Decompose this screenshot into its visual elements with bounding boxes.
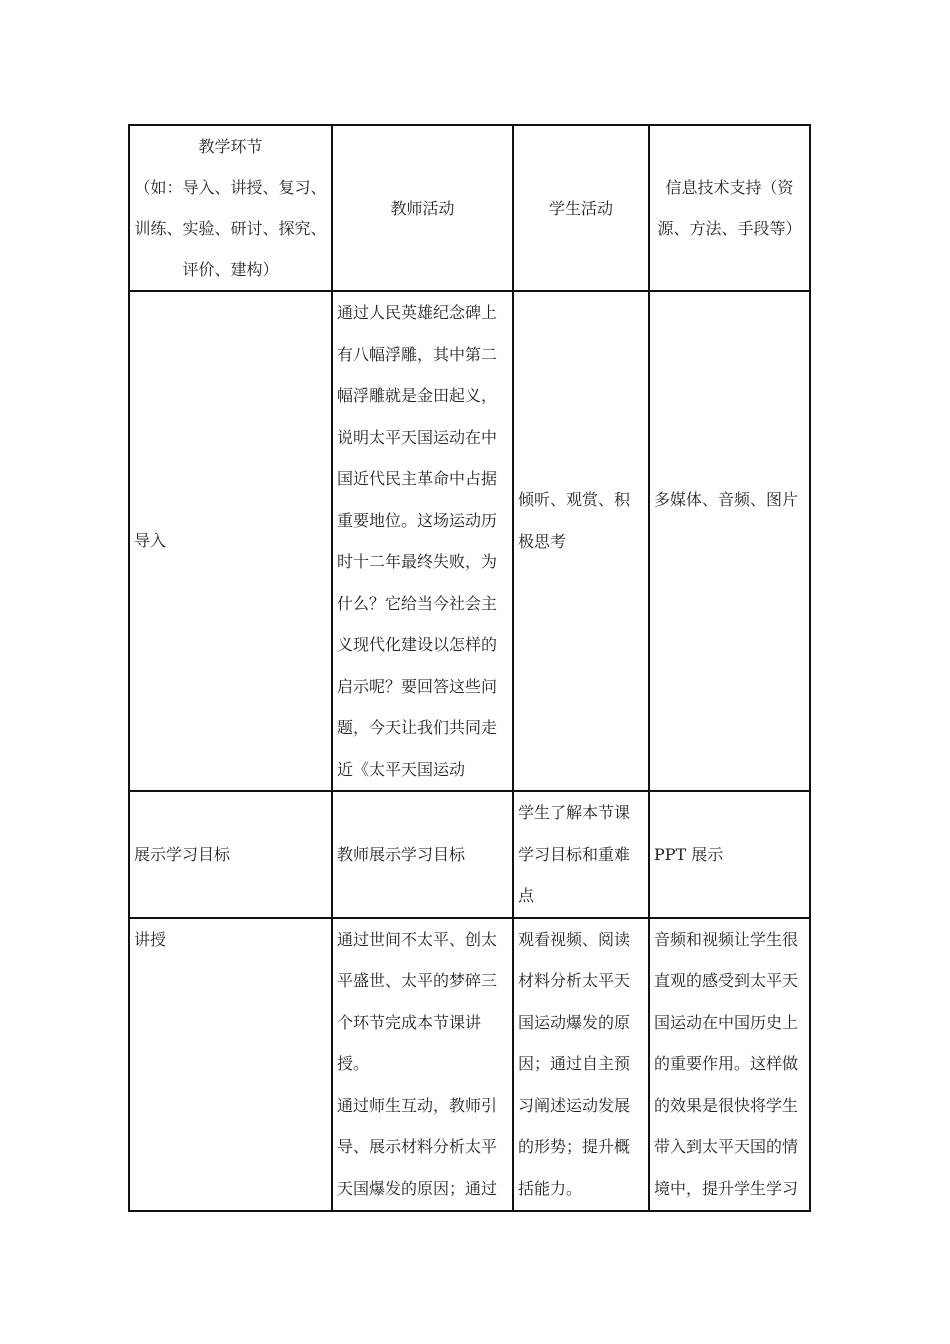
row-goal-teacher-text: 教师展示学习目标 xyxy=(337,844,466,864)
table-header-row xyxy=(129,125,810,291)
row-goal-tech-text: PPT 展示 xyxy=(654,844,724,864)
table-row xyxy=(129,791,810,918)
row-lecture-stage-text: 讲授 xyxy=(134,929,167,949)
table-row xyxy=(129,291,810,791)
lesson-plan-table xyxy=(128,124,811,1212)
row-intro-student-text: 倾听、观赏、积极思考 xyxy=(518,490,631,551)
header-tech xyxy=(649,125,810,291)
row-intro-teacher-text: 通过人民英雄纪念碑上有八幅浮雕，其中第二幅浮雕就是金田起义，说明太平天国运动在中国近代民主革命中占据重要地位。这场运动历时十二年最终失败，为什么？它给当今社会主义现代化建设以怎样的启示呢？要回答这些问题，今天让我们共同走近《太平天国运动 xyxy=(337,303,498,779)
row-lecture-teacher-p2: 通过师生互动，教师引导、展示材料分析太平天国爆发的原因；通过 xyxy=(337,1095,498,1198)
row-lecture-teacher xyxy=(332,918,513,1211)
row-goal-teacher xyxy=(332,791,513,918)
row-goal-stage-text: 展示学习目标 xyxy=(134,844,231,864)
header-teacher-text: 教师活动 xyxy=(390,198,455,218)
row-lecture-stage xyxy=(129,918,332,1211)
row-goal-tech xyxy=(649,791,810,918)
header-student xyxy=(513,125,649,291)
header-tech-text: 信息技术支持（资源、方法、手段等） xyxy=(657,178,802,238)
row-goal-student-text: 学生了解本节课学习目标和重难点 xyxy=(518,803,631,905)
row-goal-student xyxy=(513,791,649,918)
row-intro-tech xyxy=(649,291,810,791)
row-lecture-teacher-p1: 通过世间不太平、创太平盛世、太平的梦碎三个环节完成本节课讲授。 xyxy=(337,929,498,1073)
row-intro-teacher xyxy=(332,291,513,791)
row-lecture-student xyxy=(513,918,649,1211)
row-intro-stage-text: 导入 xyxy=(134,531,167,551)
row-intro-stage xyxy=(129,291,332,791)
row-goal-stage xyxy=(129,791,332,918)
header-stage xyxy=(129,125,332,291)
row-lecture-tech-text: 音频和视频让学生很直观的感受到太平天国运动在中国历史上的重要作用。这样做的效果是很快将学生带入到太平天国的情境中，提升学生学习 xyxy=(654,929,799,1198)
header-student-text: 学生活动 xyxy=(548,198,613,218)
row-intro-tech-text: 多媒体、音频、图片 xyxy=(654,490,799,509)
row-intro-student xyxy=(513,291,649,791)
row-lecture-tech xyxy=(649,918,810,1211)
header-teacher xyxy=(332,125,513,291)
header-stage-text: 教学环节 （如：导入、讲授、复习、训练、实验、研讨、探究、评价、建构） xyxy=(134,137,327,279)
table-row xyxy=(129,918,810,1211)
row-lecture-student-text: 观看视频、阅读材料分析太平天国运动爆发的原因；通过自主预习阐述运动发展的形势；提升概括能力。 xyxy=(518,929,631,1198)
